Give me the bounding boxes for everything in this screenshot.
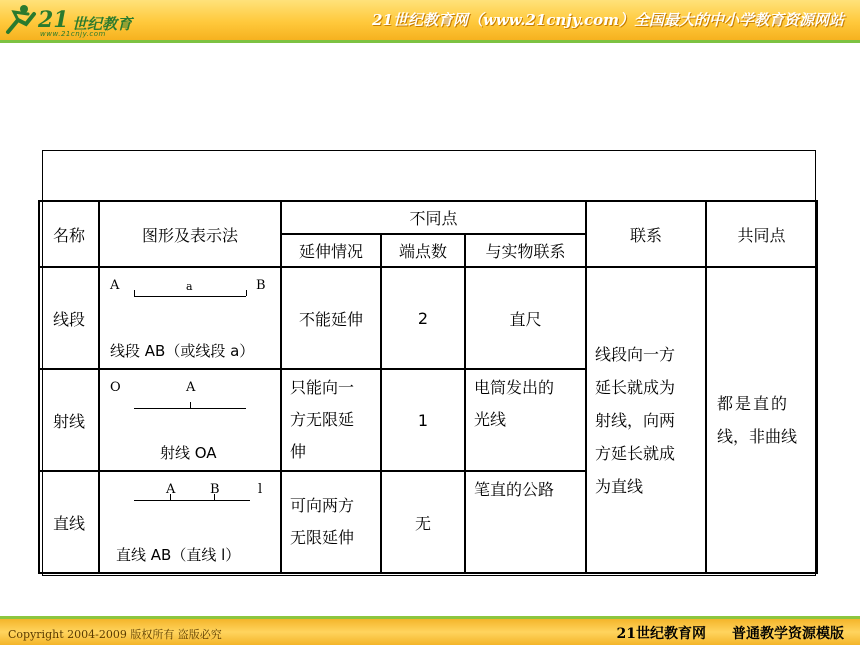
line-point-a [170, 494, 171, 500]
segment-line [134, 296, 246, 297]
header-figure: 图形及表示法 [99, 201, 281, 267]
common-line: 都是直的 [717, 394, 790, 413]
ray-endpoints: 1 [381, 369, 465, 471]
ray-extension [281, 369, 381, 471]
logo-text: 世纪教育 [72, 15, 133, 33]
footer-brand [591, 623, 844, 643]
point-label-b: B [210, 482, 220, 497]
line-endpoints: 无 [381, 471, 465, 573]
logo-url: www.21cnjy.com [40, 30, 106, 38]
point-label-o: O [110, 380, 121, 395]
row-name-segment: 线段 [39, 267, 99, 369]
line-figure-cell [99, 471, 281, 573]
line-extension-line: 无限延伸 [290, 528, 355, 547]
header-banner [0, 0, 860, 40]
row-name-line: 直线 [39, 471, 99, 573]
segment-notation: 线段 AB（或线段 a） [110, 342, 255, 360]
copyright-text: Copyright 2004-2009 版权所有 盗版必究 [8, 628, 222, 641]
line-real-object [465, 471, 586, 573]
relation-line: 为直线 [595, 476, 644, 496]
footer-bar [0, 619, 860, 645]
footer-template-label: 普通教学资源模版 [732, 626, 844, 642]
line-notation: 直线 AB（直线 l） [116, 546, 241, 564]
header-differences: 不同点 [281, 201, 586, 234]
ray-real-object [465, 369, 586, 471]
common-cell [706, 267, 817, 573]
segment-label-a-lower: a [186, 280, 193, 293]
relation-line: 射线，向两 [595, 410, 676, 430]
header-real-object: 与实物联系 [465, 234, 586, 267]
comparison-table [38, 200, 818, 574]
line-extension-line: 可向两方 [290, 496, 355, 515]
runner-icon [4, 2, 38, 38]
point-label-b: B [256, 278, 266, 293]
line-extension [281, 471, 381, 573]
ray-figure-cell [99, 369, 281, 471]
footer-site-link[interactable]: 21世纪教育网 [616, 626, 706, 642]
relation-line: 方延长就成 [595, 443, 676, 463]
ray-notation: 射线 OA [160, 444, 217, 462]
relation-line: 线段向一方 [595, 344, 676, 364]
point-label-a: A [110, 278, 120, 293]
segment-real-object: 直尺 [465, 267, 586, 369]
line-label-l: l [258, 482, 263, 497]
relation-line: 延长就成为 [595, 377, 676, 397]
site-slogan: 21世纪教育网（www.21cnjy.com）全国最大的中小学教育资源网站 [372, 11, 844, 29]
relation-cell [586, 267, 706, 573]
segment-endpoint-b [246, 290, 247, 296]
ray-real-line: 电筒发出的 [474, 378, 555, 397]
header-common: 共同点 [706, 201, 817, 267]
header-endpoints: 端点数 [381, 234, 465, 267]
ray-point-a [190, 402, 191, 408]
point-label-a: A [186, 380, 196, 395]
header-name: 名称 [39, 201, 99, 267]
point-label-a: A [166, 482, 176, 497]
ray-line [134, 408, 246, 409]
line-real-line: 笔直的公路 [474, 480, 555, 499]
straight-line [134, 500, 250, 501]
ray-real-line: 光线 [474, 410, 507, 429]
segment-endpoint-a [134, 290, 135, 296]
header-divider [0, 40, 860, 43]
logo-number: 21 [38, 7, 69, 33]
ray-extension-line: 只能向一 [290, 378, 355, 397]
ray-extension-line: 伸 [290, 442, 307, 461]
header-extension: 延伸情况 [281, 234, 381, 267]
common-line: 线，非曲线 [717, 427, 798, 446]
ray-extension-line: 方无限延 [290, 410, 355, 429]
line-point-b [214, 494, 215, 500]
segment-extension: 不能延伸 [281, 267, 381, 369]
row-name-ray: 射线 [39, 369, 99, 471]
site-logo[interactable] [4, 2, 144, 40]
segment-endpoints: 2 [381, 267, 465, 369]
header-relation: 联系 [586, 201, 706, 267]
segment-figure-cell [99, 267, 281, 369]
